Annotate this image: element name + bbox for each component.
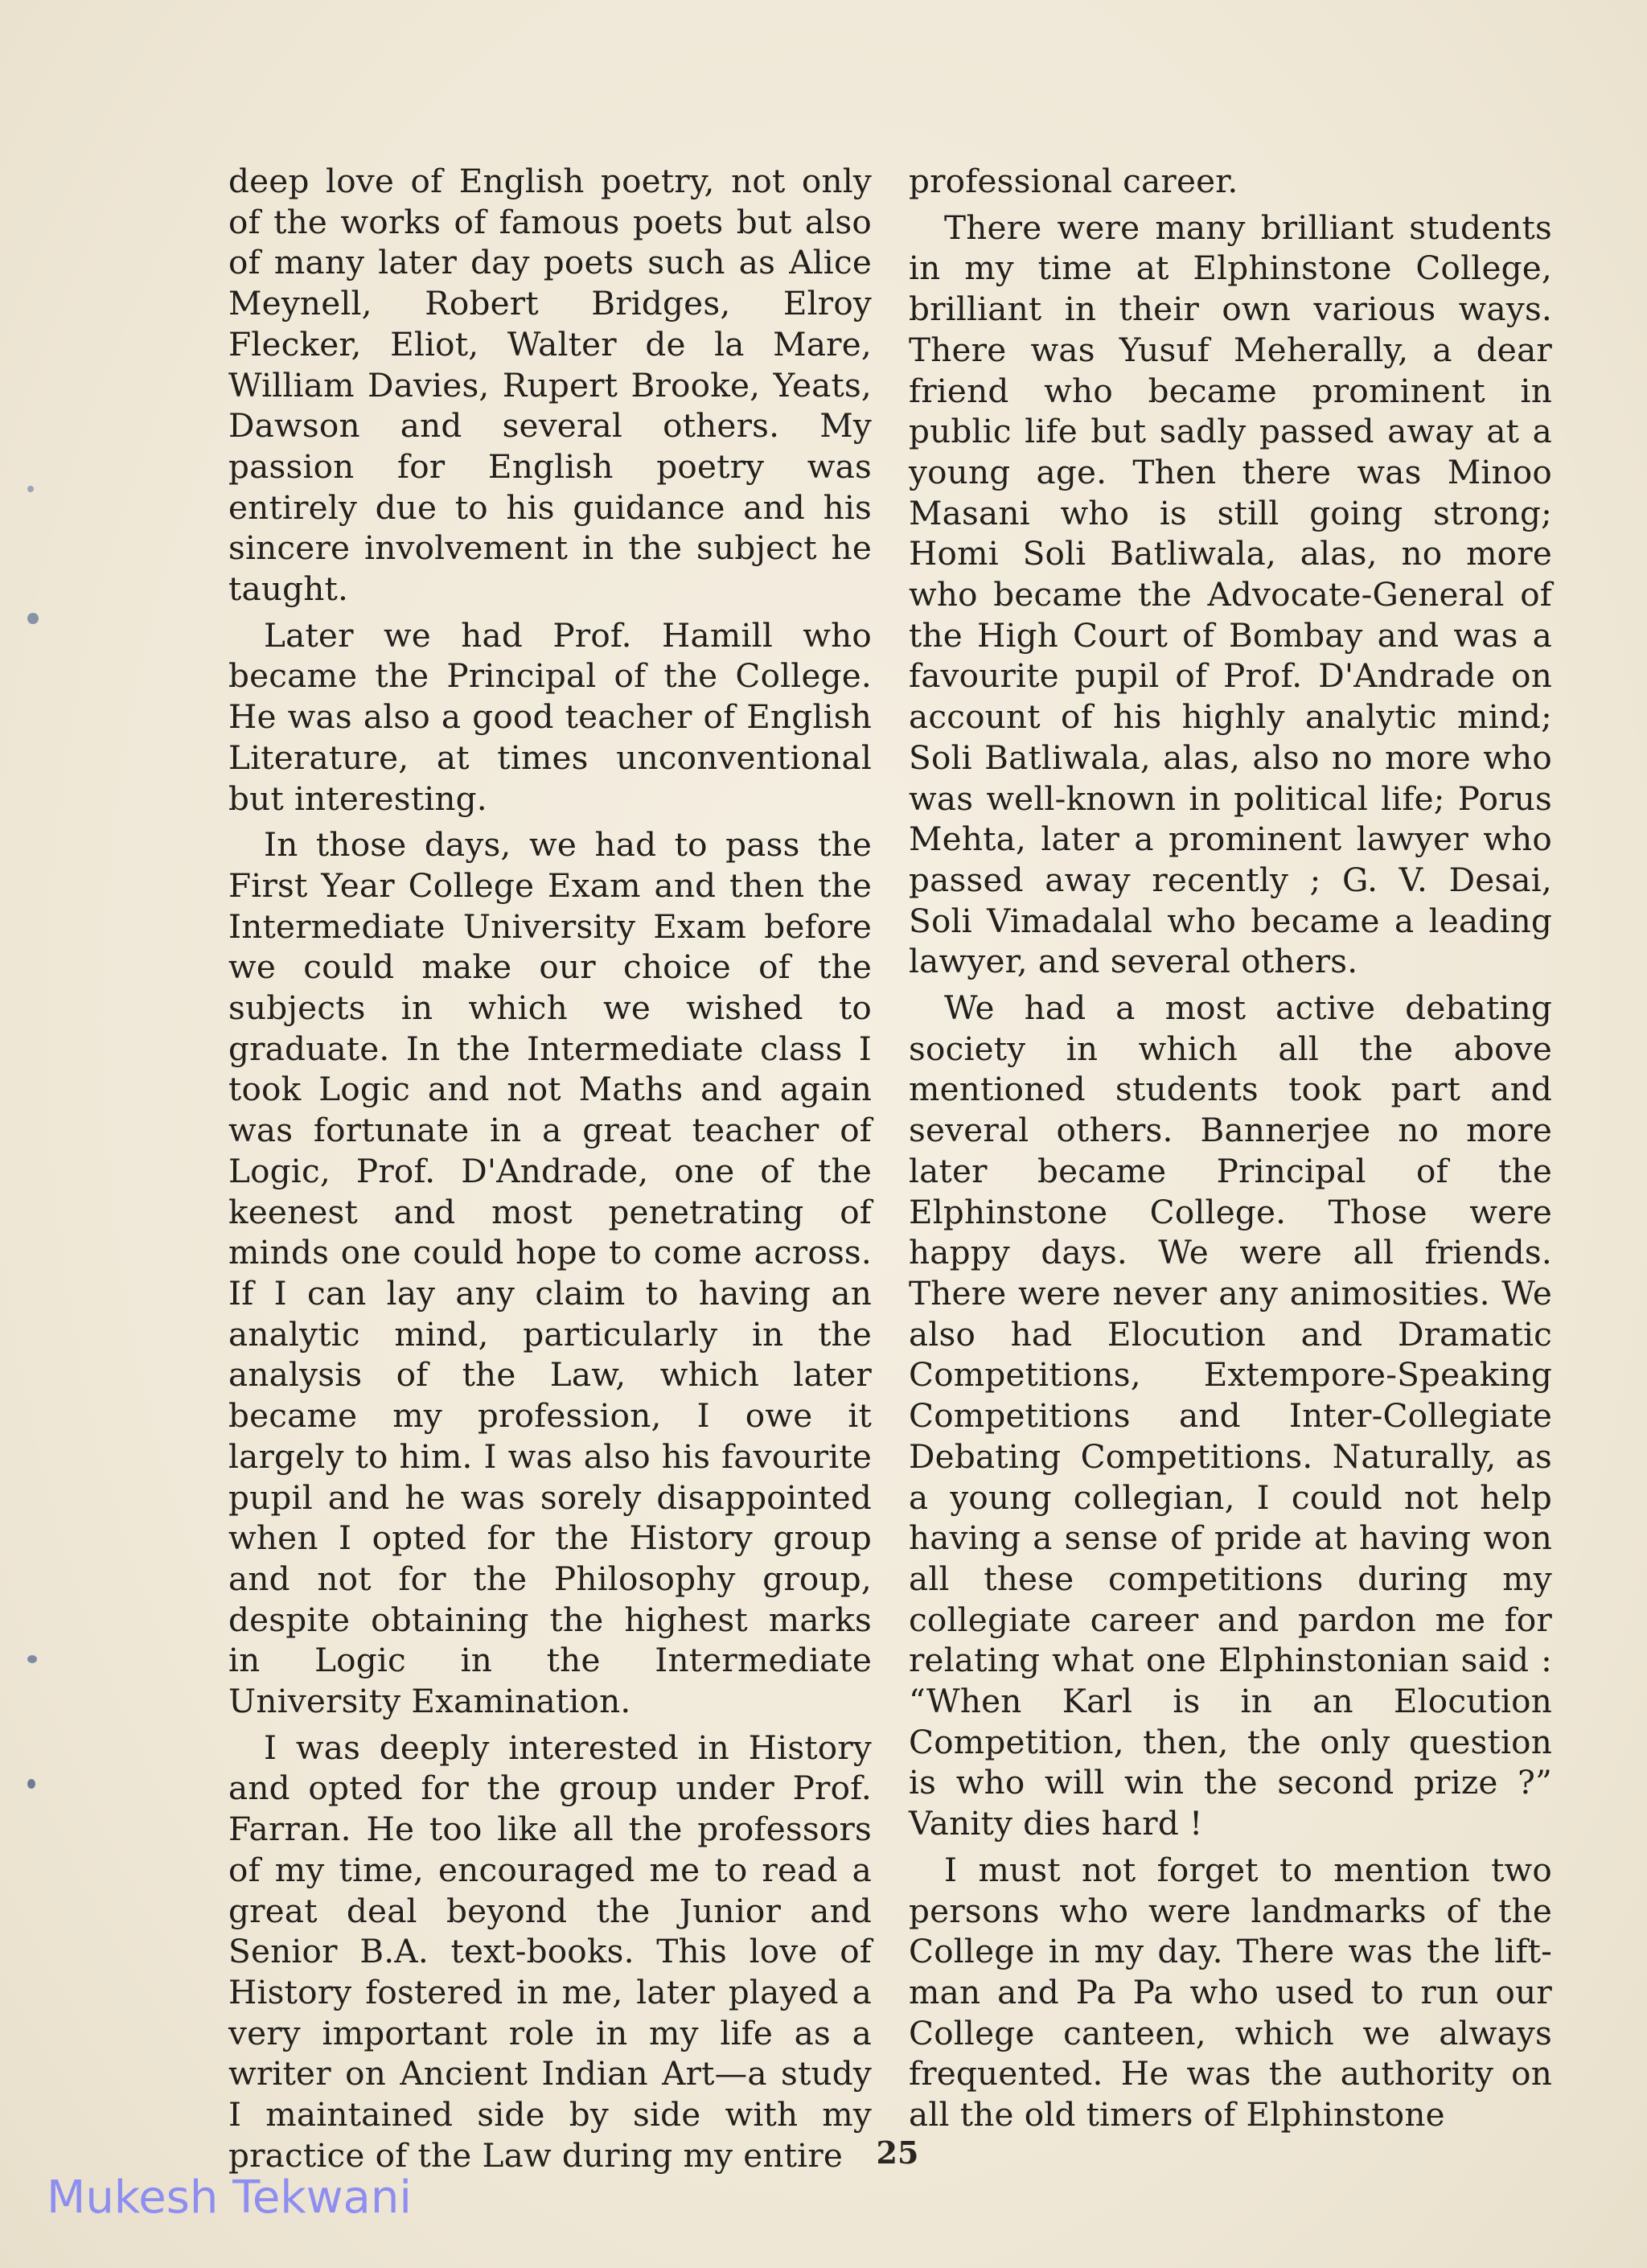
- paragraph: I must not forget to mention two persons who were landmarks of the College in my day. There was the lift-man and Pa Pa who used to run our College canteen, which we always frequented. He was the authority on all the old timers of Elphinstone: [909, 1850, 1552, 2134]
- paragraph: In those days, we had to pass the First Year College Exam and then the Intermediate University Exam before we could make our choice of the subjects in which we wished to graduate. In the Intermediate class I took Logic and not Maths and again was fortunate in a great teacher of Logic, Prof. D'Andrade, one of the keenest and most penetrating of minds one could hope to come across. If I can lay any claim to having an analytic mind, particularly in the analysis of the Law, which later became my profession, I owe it largely to him. I was also his favourite pupil and he was sorely disappointed when I opted for the History group and not for the Philosophy group, despite obtaining the highest marks in Logic in the Intermediate University Examination.: [228, 825, 872, 1721]
- margin-spot: [27, 1655, 37, 1663]
- page-number: 25: [876, 2134, 919, 2171]
- margin-spot: [27, 1779, 35, 1789]
- paragraph: deep love of English poetry, not only of the works of famous poets but also of many later day poets such as Alice Meynell, Robert Bridges, Elroy Flecker, Eliot, Walter de la Mare, William Davies, Rupert Brooke, Yeats, Dawson and several others. My passion for English poetry was entirely due to his guidance and his sincere involvement in the subject he taught.: [228, 162, 872, 609]
- paragraph: Later we had Prof. Hamill who became the Principal of the College. He was also a good teacher of English Literature, at times unconventional but interesting.: [228, 615, 872, 818]
- left-column: [228, 161, 872, 2181]
- margin-spot: [27, 613, 39, 624]
- margin-spot: [27, 486, 34, 492]
- right-column: [909, 161, 1552, 2141]
- paragraph: I was deeply interested in History and opted for the group under Prof. Farran. He too like all the professors of my time, encouraged me to read a great deal beyond the Junior and Senior B.A. text-books. This love of History fostered in me, later played a very important role in my life as a writer on Ancient Indian Art—a study I maintained side by side with my practice of the Law during my entire: [228, 1728, 872, 2175]
- paragraph: We had a most active debating society in which all the above mentioned students took part and several others. Bannerjee no more later became Principal of the Elphinstone College. Those were happy days. We were all friends. There were never any animosities. We also had Elocution and Dramatic Competitions, Extempore-Speaking Competitions and Inter-Collegiate Debating Competitions. Naturally, as a young collegian, I could not help having a sense of pride at having won all these competitions during my collegiate career and pardon me for relating what one Elphinstonian said : “When Karl is in an Elocution Competition, then, the only question is who will win the second prize ?” Vanity dies hard !: [909, 988, 1552, 1843]
- paragraph: professional career.: [909, 162, 1238, 200]
- watermark-text: Mukesh Tekwani: [47, 2171, 412, 2224]
- paragraph: There were many brilliant students in my time at Elphinstone College, brilliant in their own various ways. There was Yusuf Meherally, a dear friend who became prominent in public life but sadly passed away at a young age. Then there was Minoo Masani who is still going strong; Homi Soli Batliwala, alas, no more who became the Advocate-General of the High Court of Bombay and was a favourite pupil of Prof. D'Andrade on account of his highly analytic mind; Soli Batliwala, alas, also no more who was well-known in political life; Porus Mehta, later a prominent lawyer who passed away recently ; G. V. Desai, Soli Vimadalal who became a leading lawyer, and several others.: [909, 207, 1552, 981]
